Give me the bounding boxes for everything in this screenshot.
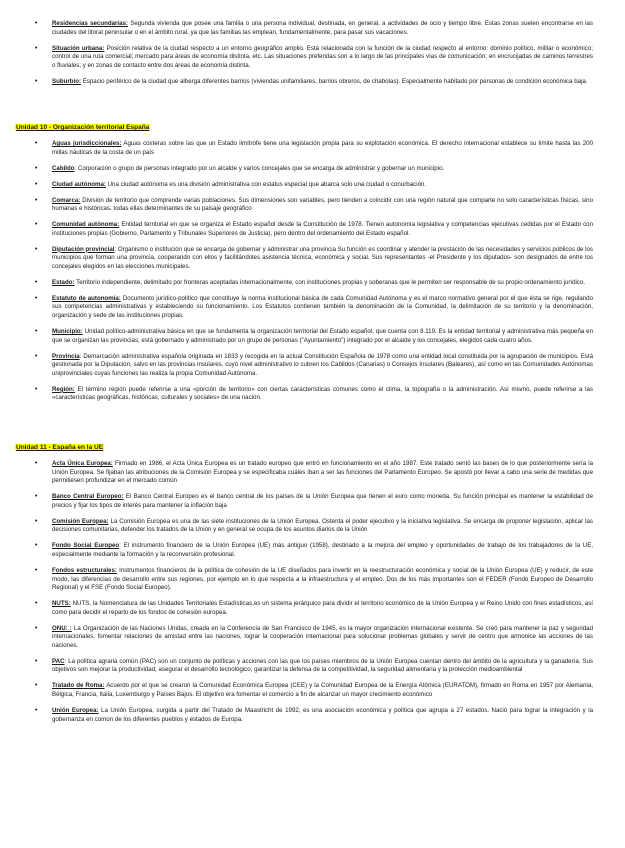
glossary-term: Estado:	[52, 278, 75, 286]
glossary-definition: El Banco Central Europeo es el banco central de los países de la Unión Europea que tienen el euro como moneda. Su función principal es mantener la estabilidad de precios y fijar los tipos de interés para mantener la inflación baja	[52, 493, 593, 509]
glossary-term: Fondo Social Europeo	[52, 542, 120, 550]
glossary-term: ONU: :	[52, 624, 72, 632]
glossary-list-unit10	[0, 140, 625, 403]
glossary-list-top	[0, 20, 625, 86]
glossary-term: Comarca:	[52, 196, 81, 204]
glossary-definition: La Comisión Europea es una de las siete instituciones de la Unión Europea. Ostenta el poder ejecutivo y la iniciativa legislativa. Se encarga de proponer legislación, aplicar las decisiones comunitarias, defender los tratados de la Unión y en general se ocupa de los asuntos diarios de la Unión	[52, 517, 593, 534]
glossary-definition: Acuerdo por el que se crearon la Comunidad Económica Europea (CEE) y la Comunidad Europea de la Energía Atómica (EURATOM), firmado en Roma en 1957 por Alemania, Bélgica, Francia, Italia, Luxemburgo y Países Bajos. El objetivo era fomentar el comercio a fin de alcanzar un mayor crecimiento económico	[52, 682, 593, 698]
glossary-term: Región:	[52, 385, 75, 393]
section-unit11	[0, 444, 625, 732]
glossary-item	[0, 625, 625, 651]
glossary-term: NUTS:	[52, 600, 71, 608]
glossary-item	[0, 707, 625, 724]
glossary-definition: Instrumentos financieros de la política de cohesión de la UE diseñados para invertir en la reestructuración económica y social de la Unión Europea (UE) y reducir, de este modo, las diferencias de desarrollo entre sus regiones, por ejemplo en lo que respecta a la infraestructura y el empleo. Dos de los más importantes son el FEDER (Fondo Europeo de Desarrollo Regional) y el FSE (Fondo Social Europeo).	[52, 566, 593, 592]
unit11-heading-text: Unidad 11 - España en la UE	[16, 444, 104, 451]
glossary-term: Unión Europea:	[52, 706, 99, 714]
glossary-definition: La Organización de las Naciones Unidas, creada en la Conferencia de San Francisco de 1945, es la mayor organización internacional existente. Se creó para mantener la paz y seguridad internacionales, fomentar relaciones de amistad entre las naciones, lograr la cooperación internacional para solucionar problemas globales y servir de centro que armonice las acciones de las naciones.	[52, 624, 593, 649]
glossary-term: Municipio:	[52, 328, 83, 336]
glossary-item	[0, 279, 625, 288]
glossary-term: Diputación provincial	[52, 245, 115, 253]
glossary-term: Ciudad autónoma:	[52, 180, 106, 188]
glossary-definition: Unidad político-administrativa básica en que se fundamenta la organización territorial del Estado español, que cuenta con 8.119. Es la entidad territorial y administrativa más pequeña en que se organizan las provincias; está gobernado y administrado por un grupo de personas ("Ayuntamiento") integrado por el alcalde y los concejales, elegidos cada cuatro años.	[52, 328, 593, 344]
glossary-item	[0, 140, 625, 157]
glossary-item	[0, 20, 625, 37]
glossary-term: Fondos estructurales:	[52, 566, 117, 574]
glossary-definition: Segunda vivienda que posee una familia o una persona individual, destinada, en general, a actividades de ocio y tiempo libre. Estas zonas suelen encontrarse en las ciudades del litoral peninsular o en el ámbito rural, ya que las familias las emplean, fundamentalmente, para pasar sus vacaciones.	[52, 20, 593, 36]
glossary-term: Cabildo	[52, 164, 75, 172]
glossary-definition: Territorio independiente, delimitado por fronteras aceptadas internacionalmente, con instituciones propias y soberanas que le permiten ser responsable de su propio ordenamiento jurídico.	[74, 278, 586, 286]
glossary-term: Suburbio:	[52, 77, 81, 85]
glossary-term: Comisión Europea:	[52, 517, 109, 525]
glossary-item	[0, 295, 625, 321]
glossary-item	[0, 518, 625, 535]
glossary-item	[0, 682, 625, 699]
glossary-term: PAC	[52, 657, 65, 665]
glossary-term: Aguas jurisdiccionales:	[52, 140, 122, 147]
glossary-list-unit11	[0, 460, 625, 724]
section-top	[0, 20, 625, 94]
glossary-item	[0, 542, 625, 559]
glossary-definition: Firmado en 1986, el Acta Única Europea es un tratado europeo que entró en funcionamiento en el año 1987. Este tratado sentó las bases de lo que posteriormente sería la Unión Europea. Se fijaban las atribuciones de la Comisión Europea y se especificaba cuáles iban a ser las funciones del Parlamento Europeo. Se apostó por llevar a cabo una serie de medidas que permitiesen profundizar en el mercado común	[52, 460, 593, 485]
glossary-definition: Posición relativa de la ciudad respecto a un entorno geográfico amplio. Está relacionada con la función de la ciudad respecto al entorno: dominio político, militar o económico; control de una ruta comercial; mercado para áreas de economía distinta, etc. Las situaciones preferidas son a lo largo de las principales vías de comunicación; en encrucijadas de caminos terrestres o fluviales; y en zonas de contacto entre dos áreas de economía distinta.	[52, 44, 593, 69]
unit10-heading-text: Unidad 10 - Organización territorial España	[16, 124, 150, 131]
glossary-item	[0, 658, 625, 675]
glossary-term: Acta Única Europea:	[52, 460, 113, 467]
glossary-item	[0, 328, 625, 345]
unit11-heading	[15, 444, 625, 452]
glossary-definition: NUTS, la Nomenclatura de las Unidades Territoriales Estadísticas,es un sistema jerárquico para dividir el territorio económico de la Unión Europea y el Reino Unido con fines estadísticos, así como para decidir el reparto de los fondos de cohesión europea.	[52, 600, 593, 616]
glossary-item	[0, 386, 625, 403]
glossary-definition: Entidad territorial en que se organiza el Estado español desde la Constitución de 1978. Tienen autonomía legislativa y competencias ejecutivas cedidas por el Estado con instituciones propias (Gobierno, Parlamento y Tribunales Superiores de Justicia), pero dentro del ordenamiento del Estado español.	[52, 221, 593, 237]
glossary-term: Situación urbana:	[52, 44, 105, 52]
glossary-item	[0, 181, 625, 190]
glossary-item	[0, 567, 625, 593]
glossary-definition: El término región puede referirse a una «porción de territorio» con ciertas características comunes como el clima, la topografía o la administración. Así mismo, puede referirse a las «características geográficas, históricas, culturales y sociales» de una nación.	[52, 385, 593, 402]
glossary-item	[0, 246, 625, 272]
glossary-term: Provincia	[52, 352, 80, 360]
unit10-heading	[15, 124, 625, 132]
glossary-item	[0, 221, 625, 238]
glossary-definition: La Unión Europea, surgida a partir del Tratado de Maastricht de 1992, es una asociación económica y política que agrupa a 27 estados. Nació para lograr la integración y la gobernanza en común de los diferentes pueblos y estados de Europa.	[52, 706, 593, 723]
glossary-definition: : Demarcación administrativa española originada en 1833 y recogida en la actual Constitución Española de 1978 como una entidad local constituida por la agrupación de municipios. Está gestionada por la Diputación, salvo en las provincias insulares, cuyo nivel administrativo lo cubren los Cabildos (Canarias) o Consejos Insulares (Baleares), así como en las Comunidades Autónomas uniprovinciales cuyas funciones las realiza la propia Comunidad Autónoma.	[52, 352, 593, 377]
glossary-term: Tratado de Roma:	[52, 682, 105, 690]
section-unit10	[0, 124, 625, 410]
glossary-definition: : Corporación o grupo de personas integrado por un alcalde y varios concejales que se encarga de administrar y gobernar un municipio.	[74, 164, 445, 172]
glossary-term: Banco Central Europeo:	[52, 493, 124, 501]
glossary-definition: : El instrumento financiero de la Unión Europea (UE) más antiguo (1958), destinado a la mejora del empleo y oportunidades de trabajo de los trabajadores de la UE, especialmente mediante la formación y la reconversión profesional.	[52, 542, 593, 558]
glossary-definition: : La política agraria común (PAC) son un conjunto de políticas y acciones con las que los países miembros de la Unión Europea cuentan dentro del ámbito de la agricultura y la ganadería. Sus objetivos son mejorar la productividad, asegurar el desarrollo tecnológico, garantizar la defensa de la competitividad, la seguridad alimentaria y la protección medioambiental	[52, 657, 593, 674]
glossary-item	[0, 493, 625, 510]
glossary-definition: División de territorio que comprende varias poblaciones. Sus dimensiones son variables, pero tienden a coincidir con una región natural que comparte no solo características físicas, sino humanas e históricas, todas ellas determinantes de su paisaje geográfico	[52, 196, 593, 213]
glossary-term: Estatuto de autonomía:	[52, 294, 121, 302]
glossary-item	[0, 45, 625, 71]
glossary-item	[0, 78, 625, 87]
glossary-term: Residencias secundarias:	[52, 20, 128, 27]
glossary-item	[0, 460, 625, 486]
glossary-definition: Aguas costeras sobre las que un Estado limítrofe tiene una legislación propia para su explotación económica. El derecho internacional establece su límite hasta las 200 millas náuticas de la costa de un país	[52, 140, 593, 156]
glossary-definition: Documento jurídico-político que constituye la norma institucional básica de cada Comunidad Autónoma y es el marco normativo general por el que ésta se rige, regulando sus competencias administrativas y estableciendo su funcionamiento. Los Estatutos contienen también la denominación de la Comunidad, la delimitación de su territorio y la denominación, organización y sede de las instituciones propias.	[52, 294, 594, 320]
glossary-definition: Una ciudad autónoma es una división administrativa con estatus especial que abarca solo una ciudad o conurbación.	[105, 180, 427, 188]
glossary-term: Comunidad autónoma:	[52, 221, 120, 229]
glossary-definition: Espacio periférico de la ciudad que alberga diferentes barrios (viviendas unifamiliares, barrios obreros, de chabolas). Especialmente habitado por personas de condición económica baja.	[81, 77, 588, 85]
glossary-item	[0, 353, 625, 379]
glossary-item	[0, 600, 625, 617]
glossary-definition: : Organismo o institución que se encarga de gobernar y administrar una provincia Su función es coordinar y atender la prestación de las necesidades y servicios públicos de los municipios que forman una provincia, cooperando con ellos y facilitándoles asistencia técnica, económica y social. Sus representantes -el Presidente y los diputados- son designados de entre los concejales elegidos en las elecciones municipales.	[52, 245, 594, 270]
glossary-item	[0, 197, 625, 214]
glossary-item	[0, 165, 625, 174]
